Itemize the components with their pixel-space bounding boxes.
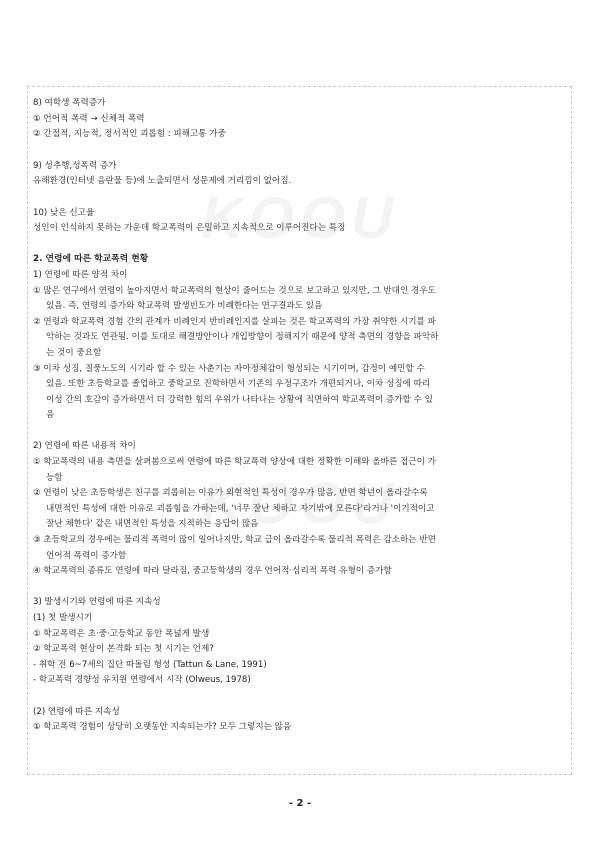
list-line: ① 학교폭력의 내용 측면을 살펴봄으로써 연령에 따른 학교폭력 양상에 대한 정확한 이해와 올바른 접근이 가 — [33, 457, 436, 468]
list-line: ① 학교폭력은 초·중·고등학교 동안 폭넓게 발생 — [33, 628, 210, 639]
list-line: ② 학교폭력 현상이 본격화 되는 첫 시기는 언제? — [33, 644, 214, 655]
section-title: 8) 여학생 폭력증가 — [33, 98, 106, 108]
section-title: 9) 성추행,성폭력 증가 — [33, 160, 117, 171]
list-line: ③ 이차 성징, 질풍노도의 시기라 할 수 있는 사춘기는 자아정체감이 형성되는 시기이며, 감정이 예민할 수 — [33, 363, 425, 374]
list-line: 악하는 것과도 연관됨. 이를 토대로 해결방안이나 개입방향이 정해지기 때문에 양적 측면의 경향을 파악하 — [46, 332, 439, 343]
subsection-title: 2) 연령에 따른 내용적 차이 — [33, 441, 136, 452]
list-line: 음 — [46, 410, 55, 421]
list-line: - 학교폭력 경향성 유치원 연령에서 시작 (Olweus, 1978) — [33, 675, 251, 686]
list-line: ① 많은 연구에서 연령이 높아지면서 학교폭력의 현상이 줄어드는 것으로 보고하고 있지만, 그 반대인 경우도 — [33, 285, 436, 296]
subsection-title: 1) 연령에 따른 양적 차이 — [33, 269, 128, 280]
list-item: ① 언어적 폭력 → 신체적 폭력 — [33, 113, 145, 124]
list-line: - 취학 전 6~7세의 집단 따돌림 형성 (Tattun & Lane, 1991) — [33, 659, 267, 670]
list-line: 내면적인 특성에 대한 이유로 괴롭힘을 가하는데, '너무 잘난 체하고 자기밖에 모른다'라거나 '이기적이고 — [46, 503, 435, 514]
document-body — [33, 96, 563, 736]
list-line: 잘난 체한다' 같은 내면적인 특성을 지적하는 응답이 많음 — [46, 519, 259, 530]
paragraph: 유해환경(인터넷 음란물 등)에 노출되면서 성문제에 거리낌이 없어짐. — [33, 176, 292, 187]
list-line: 있음. 즉, 연령의 증가와 학교폭력 발생빈도가 비례한다는 연구결과도 있음 — [46, 301, 323, 312]
list-line: 언어적 폭력이 증가함 — [46, 550, 127, 561]
list-line: 는 것이 중요함 — [46, 347, 102, 358]
subsection-title: 3) 발생시기와 연령에 따른 지속성 — [33, 597, 161, 608]
list-line: ④ 학교폭력의 종류도 연령에 따라 달라짐, 중고등학생의 경우 언어적·심리적 폭력 유형이 증가함 — [33, 566, 392, 577]
list-line: ③ 초등학교의 경우에는 물리적 폭력이 많이 일어나지만, 학교 급이 올라갈수록 물리적 폭력은 감소하는 반면 — [33, 535, 436, 546]
paragraph: 성인이 인식하지 못하는 가운데 학교폭력이 은밀하고 지속적으로 이루어진다는 특징 — [33, 223, 346, 234]
list-line: 있음. 또한 초등학교를 졸업하고 중학교로 진학하면서 기존의 우정구조가 개편되거나, 이차 성징에 따리 — [46, 379, 431, 390]
page-number: - 2 - — [288, 798, 312, 809]
list-line: ② 연령과 학교폭력 경험 간의 관계가 비례인지 반비례인지를 살피는 것은 학교폭력의 가장 취약한 시기를 파 — [33, 316, 436, 327]
subsection-title: (2) 연령에 따른 지속성 — [33, 706, 120, 717]
subsection-title: (1) 첫 발생시기 — [33, 613, 93, 623]
list-item: ② 간접적, 지능적, 정서적인 괴롭힘 : 피해고통 가중 — [33, 129, 226, 140]
section-title: 10) 낮은 신고율 — [33, 207, 95, 218]
list-line: ① 학교폭력 경험이 상당히 오랫동안 지속되는가? 모두 그렇지는 않음 — [33, 722, 292, 733]
chapter-heading: 2. 연령에 따른 학교폭력 현황 — [33, 254, 149, 265]
list-line: ② 연령이 낮은 초등학생은 친구를 괴롭히는 이유가 외현적인 특성이 경우가 많음, 반면 학년이 올라갈수록 — [33, 488, 428, 499]
list-line: 이성 간의 호감이 증가하면서 더 강력한 힘의 우위가 나타나는 상황에 직면하여 학교폭력이 증가할 수 있 — [46, 394, 433, 405]
list-line: 능함 — [46, 472, 63, 483]
